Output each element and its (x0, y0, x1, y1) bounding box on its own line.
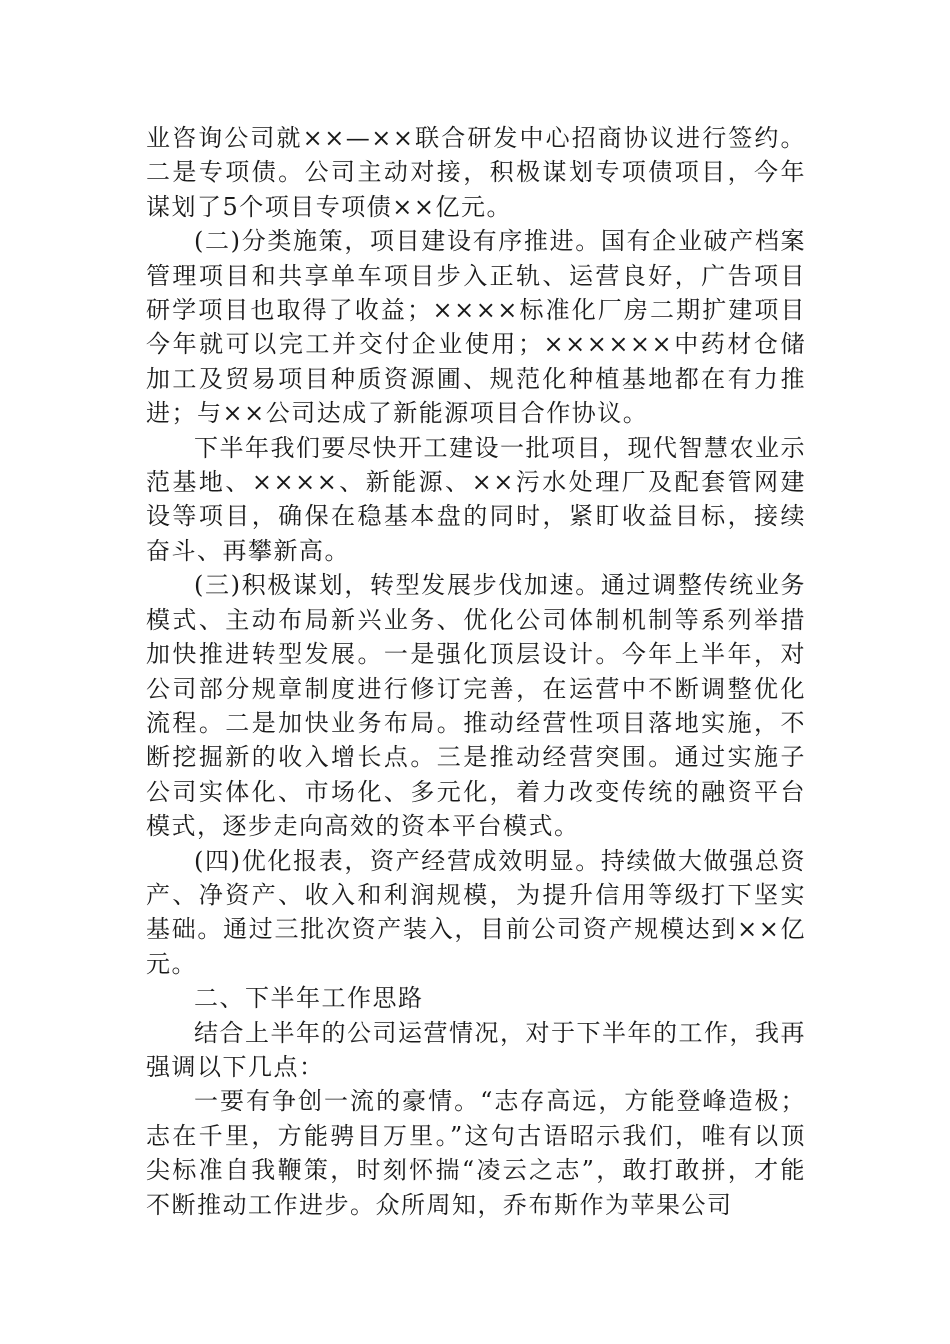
paragraph-section-2: (二)分类施策，项目建设有序推进。国有企业破产档案管理项目和共享单车项目步入正轨、运营良好，广告项目研学项目也取得了收益；××××标准化厂房二期扩建项目今年就可以完工并交付企业使用；××××××中药材仓储加工及贸易项目种质资源圃、规范化种植基地都在有力推进；与××公司达成了新能源项目合作协议。 (146, 227, 806, 428)
document-body (146, 121, 806, 1222)
paragraph-second-half-plan: 下半年我们要尽快开工建设一批项目，现代智慧农业示范基地、××××、新能源、××污水处理厂及配套管网建设等项目，确保在稳基本盘的同时，紧盯收益目标，接续奋斗、再攀新高。 (146, 433, 806, 565)
paragraph-section-3: (三)积极谋划，转型发展步伐加速。通过调整传统业务模式、主动布局新兴业务、优化公司体制机制等系列举措加快推进转型发展。一是强化顶层设计。今年上半年，对公司部分规章制度进行修订完善，在运营中不断调整优化流程。二是加快业务布局。推动经营性项目落地实施，不断挖掘新的收入增长点。三是推动经营突围。通过实施子公司实体化、市场化、多元化，着力改变传统的融资平台模式，逐步走向高效的资本平台模式。 (146, 571, 806, 841)
paragraph-continuation: 业咨询公司就××—××联合研发中心招商协议进行签约。二是专项债。公司主动对接，积极谋划专项债项目，今年谋划了5个项目专项债××亿元。 (146, 124, 806, 221)
paragraph-intro: 结合上半年的公司运营情况，对于下半年的工作，我再强调以下几点： (146, 1018, 806, 1081)
paragraph-section-4: (四)优化报表，资产经营成效明显。持续做大做强总资产、净资产、收入和利润规模，为提升信用等级打下坚实基础。通过三批次资产装入，目前公司资产规模达到××亿元。 (146, 846, 806, 978)
section-heading: 二、下半年工作思路 (194, 984, 424, 1013)
paragraph-point-1: 一要有争创一流的豪情。“志存高远，方能登峰造极；志在千里，方能骋目万里。”这句古语昭示我们，唯有以顶尖标准自我鞭策，时刻怀揣“凌云之志”，敢打敢拼，才能不断推动工作进步。众所周知，乔布斯作为苹果公司 (146, 1087, 806, 1219)
